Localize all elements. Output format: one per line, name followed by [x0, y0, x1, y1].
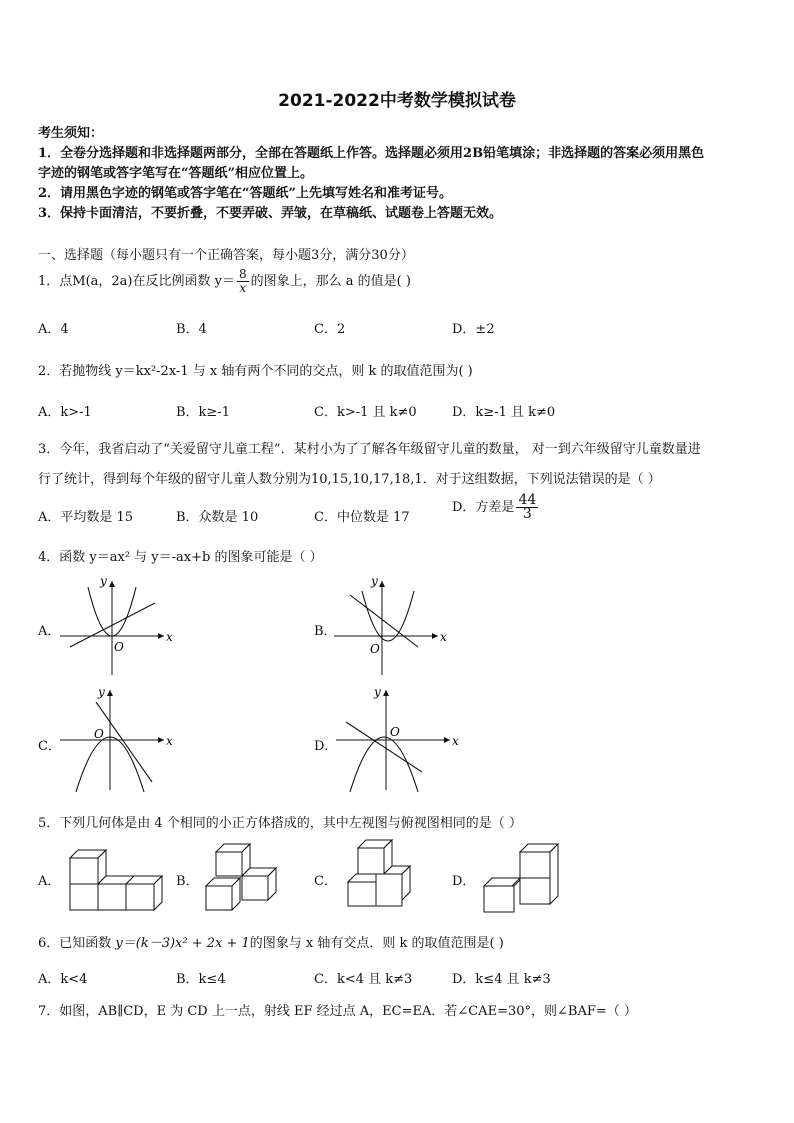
q2-option-a: A．k>-1: [38, 405, 92, 420]
question-7: 7．如图，AB∥CD，E 为 CD 上一点，射线 EF 经过点 A，EC=EA．若∠CAE=30°，则∠BAF=（ ）: [38, 1004, 637, 1019]
q4-graph-a: [60, 575, 180, 680]
q3-option-d-fraction: [516, 494, 538, 521]
notice-item: 1．全卷分选择题和非选择题两部分，全部在答题纸上作答。选择题必须用2B铅笔填涂；非选择题的答案必须用黑色: [38, 146, 705, 161]
q6-formula: y＝(k－3)x² + 2x + 1: [115, 936, 250, 951]
notice-heading: 考生须知：: [38, 126, 104, 141]
q4-label-d: D．: [314, 739, 338, 754]
q6-option-a: A．k<4: [38, 972, 88, 987]
q3-option-d: [452, 494, 540, 521]
q4-label-a: A．: [38, 624, 61, 639]
q4d-x-label: x: [452, 734, 459, 748]
q3-option-a: A．平均数是 15: [38, 510, 134, 525]
q3-option-c: C．中位数是 17: [314, 510, 410, 525]
q5-solid-c: [342, 838, 422, 916]
q4d-y-label: y: [374, 685, 381, 699]
q1-fraction: [237, 268, 249, 295]
q4-label-c: C．: [38, 739, 61, 754]
q1-frac-den: x: [239, 281, 247, 295]
q3-frac-num: 44: [518, 492, 537, 508]
q5-label-c: C．: [314, 874, 337, 889]
q4-graph-d: [336, 685, 459, 796]
q3-option-d-label: D．方差是: [452, 500, 515, 515]
q4-graph-b: [334, 575, 454, 680]
q3-frac-den: 3: [522, 506, 532, 522]
question-3-line1: 3．今年，我省启动了“关爱留守儿童工程”．某村小为了了解各年级留守儿童的数量， 对一到六年级留守儿童数量进: [38, 442, 701, 457]
q1-option-b: B．4: [176, 322, 207, 337]
q6-option-d: D．k≤4 且 k≠3: [452, 972, 551, 987]
q4b-y-label: y: [371, 574, 378, 588]
q4a-x-label: x: [166, 630, 173, 644]
q5-label-a: A．: [38, 874, 61, 889]
q1-text-pre: 1．点M(a，2a)在反比例函数 y＝: [38, 274, 235, 289]
question-3-line2: 行了统计，得到每个年级的留守儿童人数分别为10,15,10,17,18,1．对于这组数据，下列说法错误的是（ ）: [38, 472, 661, 487]
q6-text-pre: 6．已知函数: [38, 936, 116, 951]
q6-text-post: 的图象与 x 轴有交点．则 k 的取值范围是( ): [249, 936, 504, 951]
q1-frac-num: 8: [238, 267, 247, 281]
q4a-origin: O: [114, 640, 124, 654]
notice-item: 2．请用黑色字迹的钢笔或答字笔在“答题纸”上先填写姓名和准考证号。: [38, 186, 453, 201]
q3-option-b: B．众数是 10: [176, 510, 259, 525]
section-heading: 一、选择题（每小题只有一个正确答案，每小题3分，满分30分）: [38, 248, 414, 263]
q4-graph-c: [60, 686, 180, 796]
q4d-origin: O: [390, 725, 400, 739]
q4c-origin: O: [94, 727, 104, 741]
notice-item: 字迹的钢笔或答字笔写在“答题纸”相应位置上。: [38, 166, 313, 181]
q4b-x-label: x: [440, 630, 447, 644]
q5-solid-d: [478, 840, 568, 916]
q5-solid-a: [64, 846, 164, 916]
question-4: 4．函数 y＝ax² 与 y＝-ax+b 的图象可能是（ ）: [38, 550, 323, 565]
q1-text-post: 的图象上，那么 a 的值是( ): [250, 274, 411, 289]
page-title: 2021-2022中考数学模拟试卷: [278, 91, 516, 111]
q6-option-b: B．k≤4: [176, 972, 226, 987]
q1-option-d: D．±2: [452, 322, 495, 337]
q2-option-c: C．k>-1 且 k≠0: [314, 405, 417, 420]
question-1: [38, 268, 411, 295]
q1-option-a: A．4: [38, 322, 69, 337]
q4c-y-label: y: [98, 685, 105, 699]
q4a-y-label: y: [100, 574, 107, 588]
question-2: 2．若抛物线 y＝kx²-2x-1 与 x 轴有两个不同的交点，则 k 的取值范围为( ): [38, 364, 473, 379]
q5-label-d: D．: [452, 874, 476, 889]
question-6: [38, 932, 504, 951]
q4-label-b: B．: [314, 624, 337, 639]
q6-option-c: C．k<4 且 k≠3: [314, 972, 413, 987]
question-5: 5．下列几何体是由 4 个相同的小正方体搭成的，其中左视图与俯视图相同的是（ ）: [38, 816, 522, 831]
q2-option-b: B．k≥-1: [176, 405, 230, 420]
q4b-origin: O: [370, 642, 380, 656]
q1-option-c: C．2: [314, 322, 346, 337]
q4c-x-label: x: [166, 734, 173, 748]
q5-label-b: B．: [176, 874, 199, 889]
notice-item: 3．保持卡面清洁，不要折叠，不要弄破、弄皱，在草稿纸、试题卷上答题无效。: [38, 206, 503, 221]
q5-solid-b: [200, 842, 290, 916]
q2-option-d: D．k≥-1 且 k≠0: [452, 405, 556, 420]
